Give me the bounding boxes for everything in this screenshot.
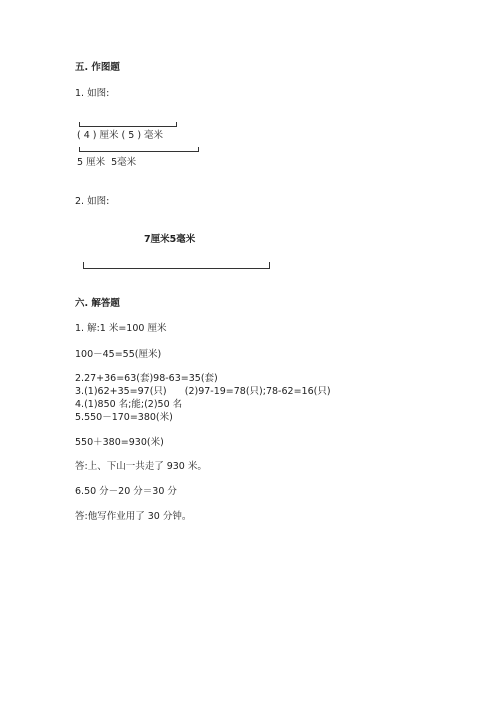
segment-1-measurement: ( 4 ) 厘米 ( 5 ) 毫米: [77, 130, 164, 141]
section-title-5: 五. 作图题: [75, 62, 120, 73]
segment-3-measurement: 7厘米5毫米: [144, 234, 196, 245]
answer-line: 100－45=55(厘米): [75, 349, 162, 360]
answer-line: 6.50 分－20 分＝30 分: [75, 486, 177, 497]
segment-2-measurement: 5 厘米 5毫米: [77, 157, 137, 168]
answer-line: 2.27+36=63(套)98-63=35(套): [75, 373, 218, 384]
answer-line: 5.550－170=380(米): [75, 412, 173, 423]
answer-line: 1. 解:1 米=100 厘米: [75, 323, 167, 334]
answer-line: 550＋380=930(米): [75, 437, 164, 448]
answer-line: 答:上、下山一共走了 930 米。: [75, 461, 207, 472]
question-1-label: 1. 如图:: [75, 88, 110, 99]
answer-line: 4.(1)850 名;能;(2)50 名: [75, 399, 183, 410]
answer-line: 答:他写作业用了 30 分钟。: [75, 511, 192, 522]
section-title-6: 六. 解答题: [75, 298, 120, 309]
answer-line: 3.(1)62+35=97(只) (2)97-19=78(只);78-62=16(只): [75, 386, 331, 397]
question-2-label: 2. 如图:: [75, 196, 110, 207]
line-segment-1: [79, 122, 177, 127]
line-segment-2: [79, 147, 199, 152]
line-segment-3: [83, 262, 270, 269]
